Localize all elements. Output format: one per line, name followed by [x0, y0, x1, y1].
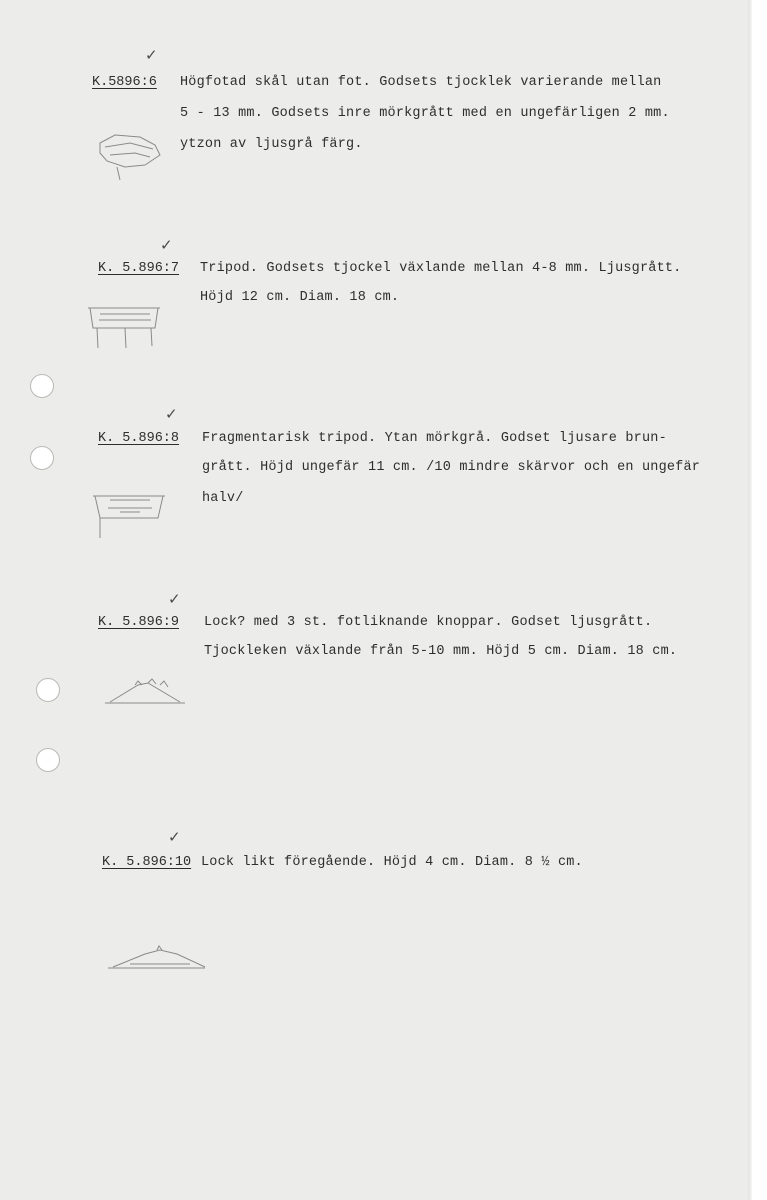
description-line: Lock likt föregående. Höjd 4 cm. Diam. 8 ½ cm. [201, 855, 583, 870]
check-mark: ✓ [160, 236, 173, 254]
check-mark: ✓ [145, 46, 158, 64]
check-mark: ✓ [168, 828, 181, 846]
punch-hole [36, 748, 60, 772]
check-mark: ✓ [168, 590, 181, 608]
bowl-fragment-sketch [95, 125, 165, 185]
punch-hole [30, 446, 54, 470]
description-line: Tripod. Godsets tjockel växlande mellan 4-8 mm. Ljusgrått. [200, 261, 682, 276]
description-line: 5 - 13 mm. Godsets inre mörkgrått med en ungefärligen 2 mm. [180, 106, 670, 121]
catalog-number: K. 5.896:9 [98, 615, 180, 630]
small-lid-sketch [105, 940, 210, 975]
description-line: Tjockleken växlande från 5-10 mm. Höjd 5 cm. Diam. 18 cm. [204, 644, 678, 659]
tripod-fragment-sketch [90, 488, 170, 543]
catalog-number: K. 5.896:10 [102, 855, 192, 870]
lid-sketch [100, 675, 190, 710]
check-mark: ✓ [165, 405, 178, 423]
description-line: halv/ [202, 491, 244, 506]
description-line: Höjd 12 cm. Diam. 18 cm. [200, 290, 400, 305]
catalog-number: K. 5.896:7 [98, 261, 180, 276]
description-line: Lock? med 3 st. fotliknande knoppar. Godset ljusgrått. [204, 615, 653, 630]
page-edge [748, 0, 752, 1200]
catalog-number: K.5896:6 [92, 75, 157, 90]
punch-hole [36, 678, 60, 702]
catalog-number: K. 5.896:8 [98, 431, 180, 446]
punch-hole [30, 374, 54, 398]
description-line: ytzon av ljusgrå färg. [180, 137, 363, 152]
tripod-sketch [85, 300, 165, 355]
description-line: Fragmentarisk tripod. Ytan mörkgrå. Godset ljusare brun- [202, 431, 667, 446]
description-line: grått. Höjd ungefär 11 cm. /10 mindre skärvor och en ungefär [202, 460, 701, 475]
description-line: Högfotad skål utan fot. Godsets tjocklek varierande mellan [180, 75, 662, 90]
